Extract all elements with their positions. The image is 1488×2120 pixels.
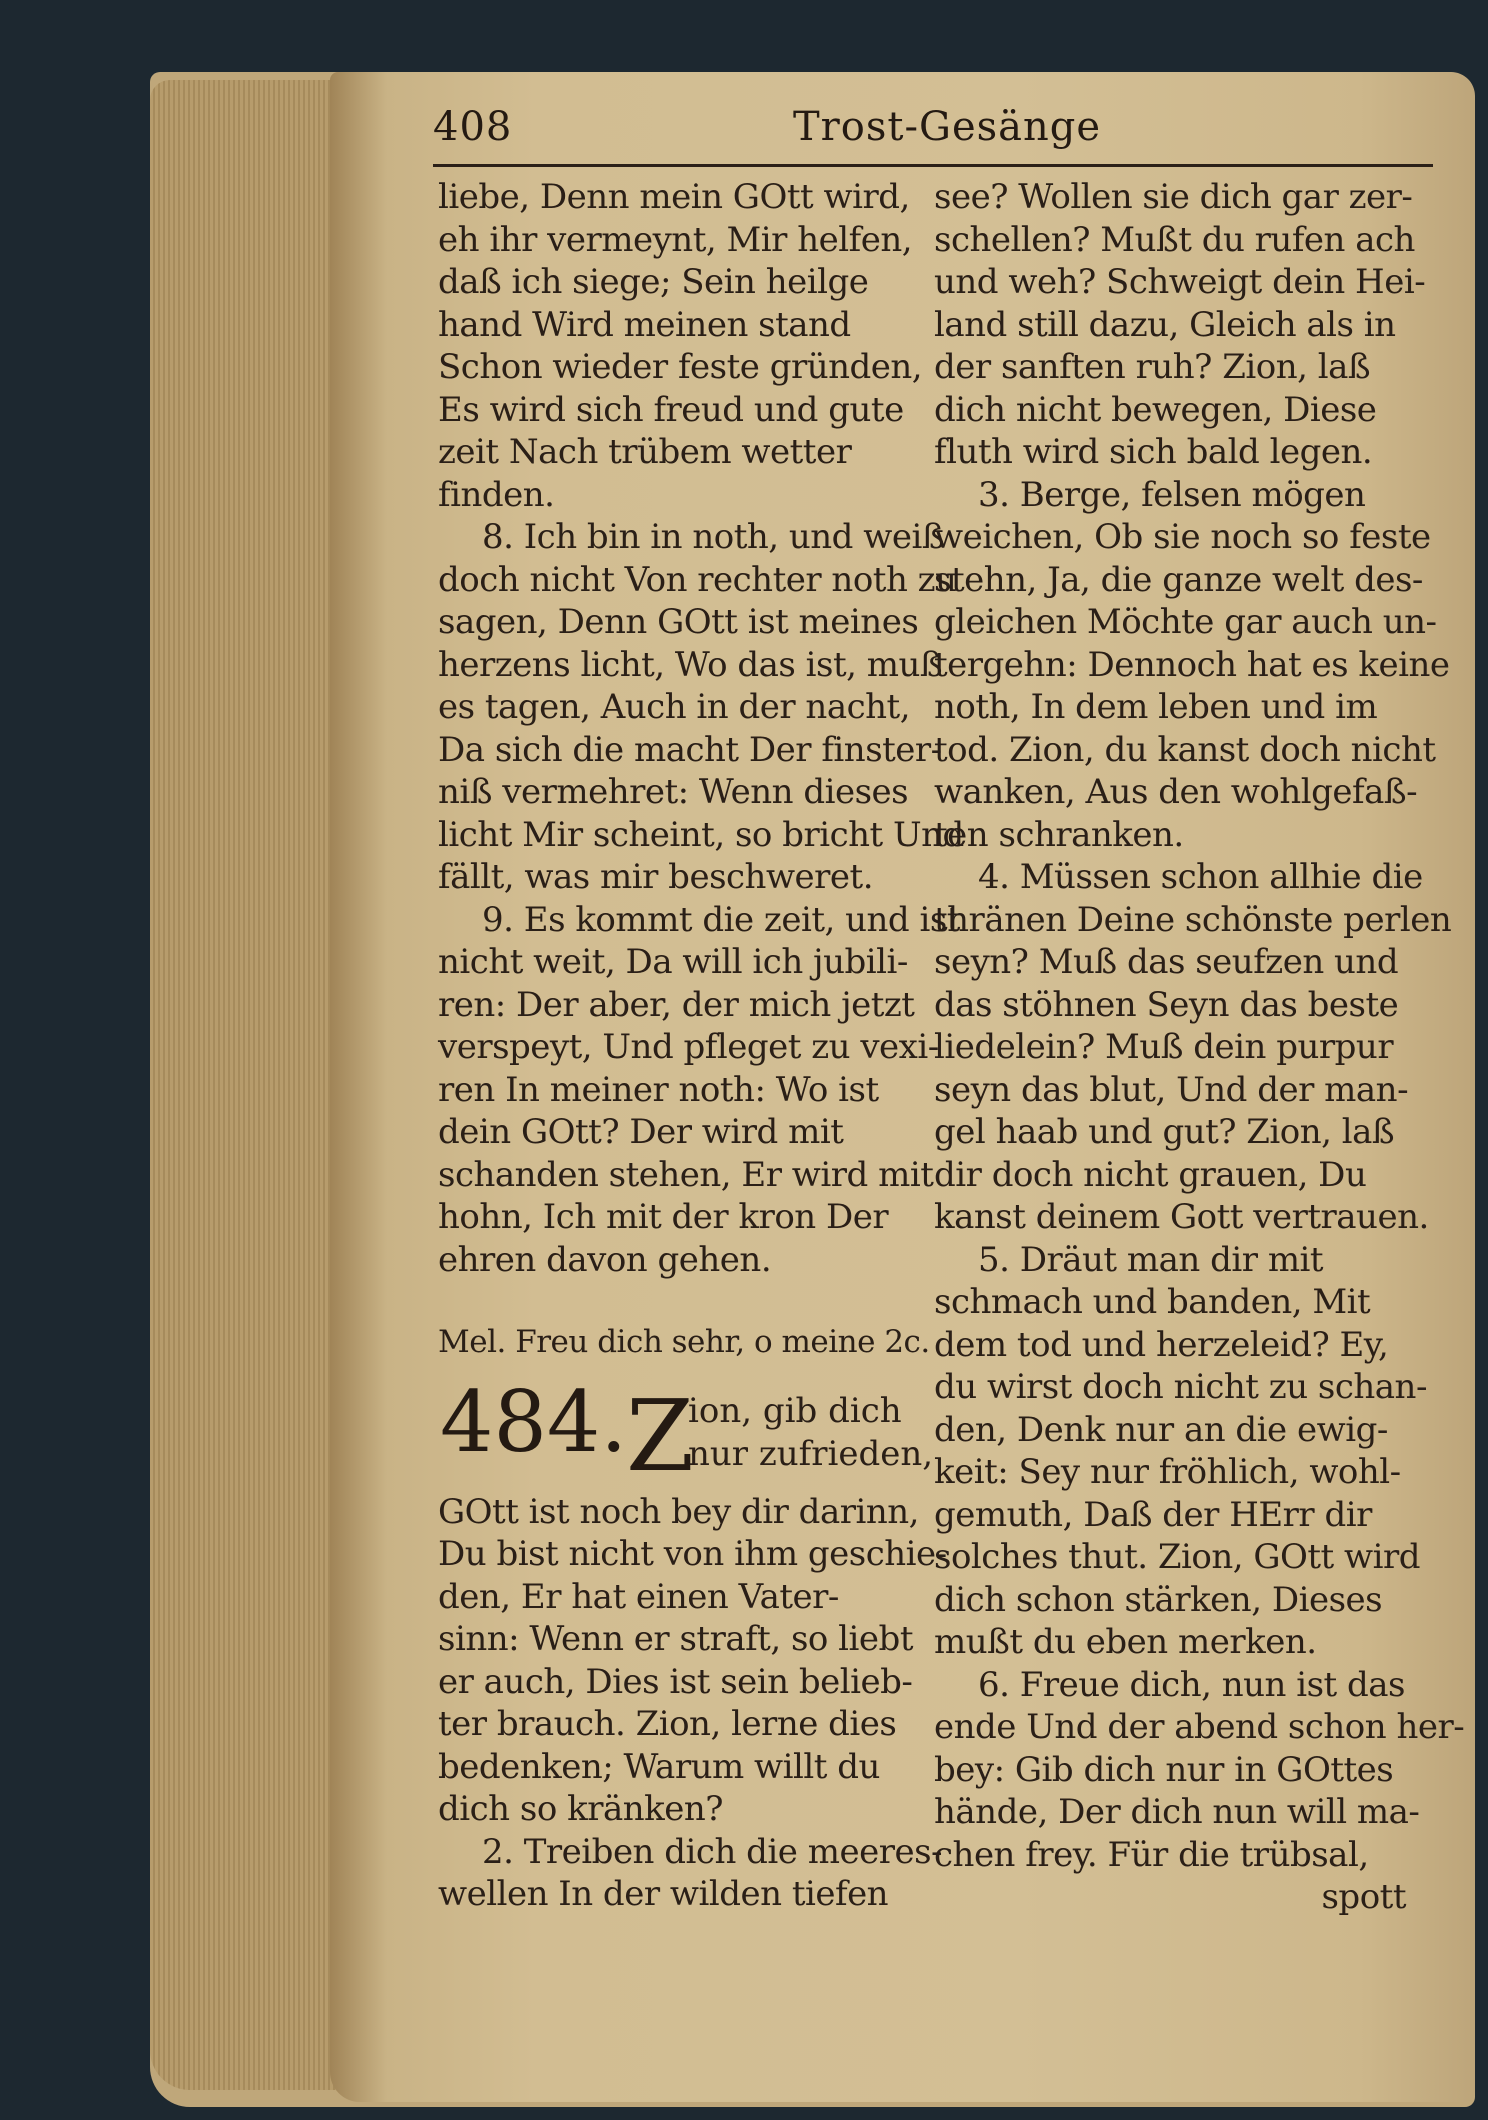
text-line: solches thut. Zion, GOtt wird (934, 1537, 1420, 1577)
hymn-line: GOtt ist noch bey dir darinn, (438, 1491, 919, 1532)
text-line: dich schon stärken, Dieses (934, 1579, 1383, 1620)
text-line: mußt du eben merken. (934, 1622, 1317, 1662)
text-line: finden. (438, 474, 555, 515)
text-line: thränen Deine schönste perlen (934, 899, 1452, 940)
text-line: tergehn: Dennoch hat es keine (934, 644, 1450, 685)
text-line: fällt, was mir beschweret. (438, 857, 874, 897)
text-line: ende Und der abend schon her- (934, 1707, 1465, 1747)
text-line: niß vermehret: Wenn dieses (438, 772, 909, 812)
text-line: licht Mir scheint, so bricht Und (438, 814, 964, 855)
verse-start-9: 9. Es kommt die zeit, und ist (482, 899, 960, 940)
text-line: und weh? Schweigt dein Hei- (934, 262, 1426, 302)
melody-line: Mel. Freu dich sehr, o meine 2c. (438, 1324, 930, 1360)
catchword: spott (1321, 1877, 1406, 1917)
drop-cap: Z (626, 1380, 695, 1494)
text-line: gleichen Möchte gar auch un- (934, 602, 1437, 642)
text-line: fluth wird sich bald legen. (934, 432, 1373, 472)
text-line: zeit Nach trübem wetter (438, 432, 852, 472)
text-line: land still dazu, Gleich als in (934, 304, 1396, 345)
text-line: hand Wird meinen stand (438, 304, 851, 345)
hymn-line: dich so kränken? (438, 1789, 723, 1829)
hymn-line: wellen In der wilden tiefen (438, 1874, 889, 1914)
text-line: dem tod und herzeleid? Ey, (934, 1324, 1389, 1365)
text-line: wanken, Aus den wohlgefaß- (934, 772, 1418, 812)
verse-start-5: 5. Dräut man dir mit (978, 1239, 1324, 1280)
text-line: dir doch nicht grauen, Du (934, 1154, 1367, 1195)
text-line: noth, In dem leben und im (934, 687, 1378, 727)
verse-start-8: 8. Ich bin in noth, und weiß (482, 517, 945, 557)
text-line: chen frey. Für die trübsal, (934, 1834, 1369, 1875)
text-line: hohn, Ich mit der kron Der (438, 1197, 889, 1237)
verse-start-6: 6. Freue dich, nun ist das (978, 1664, 1406, 1705)
text-line: schellen? Mußt du rufen ach (934, 219, 1415, 260)
text-line: herzens licht, Wo das ist, muß (438, 644, 943, 685)
hymn-line: ter brauch. Zion, lerne dies (438, 1704, 897, 1744)
text-line: ren In meiner noth: Wo ist (438, 1069, 879, 1110)
text-line: hände, Der dich nun will ma- (934, 1792, 1420, 1832)
text-line: ten schranken. (934, 814, 1184, 855)
right-column (934, 176, 1465, 1919)
verse-start-3: 3. Berge, felsen mögen (978, 474, 1366, 515)
left-column (438, 176, 964, 1916)
hymn-line: bedenken; Warum willt du (438, 1746, 880, 1787)
hymn-line: sinn: Wenn er straft, so liebt (438, 1619, 913, 1659)
text-line: bey: Gib dich nur in GOttes (934, 1749, 1394, 1790)
text-line: daß ich siege; Sein heilge (438, 262, 869, 302)
text-line: sagen, Denn GOtt ist meines (438, 602, 919, 642)
text-line: gel haab und gut? Zion, laß (934, 1112, 1395, 1152)
hymn-line: er auch, Dies ist sein belieb- (438, 1661, 913, 1702)
text-line: see? Wollen sie dich gar zer- (934, 177, 1413, 217)
text-line: dein GOtt? Der wird mit (438, 1112, 844, 1152)
text-line: dich nicht bewegen, Diese (934, 389, 1377, 430)
text-line: stehn, Ja, die ganze welt des- (934, 559, 1423, 600)
text-line: schanden stehen, Er wird mit (438, 1154, 934, 1195)
spacer (438, 1281, 908, 1321)
running-head: Trost-Gesänge (793, 104, 1102, 150)
text-line: der sanften ruh? Zion, laß (934, 347, 1371, 387)
verse-start-2: 2. Treiben dich die meeres- (482, 1831, 943, 1872)
text-line: seyn? Muß das seufzen und (934, 942, 1399, 982)
text-line: verspeyt, Und pfleget zu vexi- (438, 1027, 939, 1067)
text-line: Schon wieder feste gründen, (438, 347, 923, 387)
text-line: liedelein? Muß dein purpur (934, 1027, 1394, 1067)
text-line: ehren davon gehen. (438, 1239, 772, 1280)
hymn-first-lines (688, 1390, 933, 1475)
hymn-first-line: ion, gib dich (688, 1391, 902, 1431)
text-line: nicht weit, Da will ich jubili- (438, 942, 908, 982)
page-header (433, 100, 1433, 167)
text-line: tod. Zion, du kanst doch nicht (934, 729, 1436, 770)
text-line: keit: Sey nur fröhlich, wohl- (934, 1452, 1401, 1492)
text-line: seyn das blut, Und der man- (934, 1069, 1409, 1110)
text-line: du wirst doch nicht zu schan- (934, 1367, 1427, 1407)
text-line: Es wird sich freud und gute (438, 389, 904, 430)
text-line: es tagen, Auch in der nacht, (438, 687, 911, 727)
hymn-number: 484. (440, 1373, 628, 1471)
page-number: 408 (433, 104, 513, 150)
verse-start-4: 4. Müssen schon allhie die (978, 857, 1423, 897)
hymn-line: Du bist nicht von ihm geschie- (438, 1534, 947, 1574)
text-line: schmach und banden, Mit (934, 1282, 1371, 1322)
text-line: Da sich die macht Der finster- (438, 729, 942, 770)
text-line: eh ihr vermeynt, Mir helfen, (438, 219, 913, 260)
text-line: liebe, Denn mein GOtt wird, (438, 177, 910, 217)
text-line: den, Denk nur an die ewig- (934, 1409, 1388, 1450)
text-line: ren: Der aber, der mich jetzt (438, 984, 915, 1025)
text-line: das stöhnen Seyn das beste (934, 984, 1399, 1025)
text-line: gemuth, Daß der HErr dir (934, 1494, 1372, 1535)
hymn-first-line: nur zufrieden, (688, 1433, 934, 1474)
page-edges (150, 80, 340, 2090)
text-line: kanst deinem Gott vertrauen. (934, 1197, 1429, 1237)
hymn-line: den, Er hat einen Vater- (438, 1576, 839, 1617)
text-line: weichen, Ob sie noch so feste (934, 517, 1431, 557)
text-line: doch nicht Von rechter noth zu (438, 559, 957, 600)
